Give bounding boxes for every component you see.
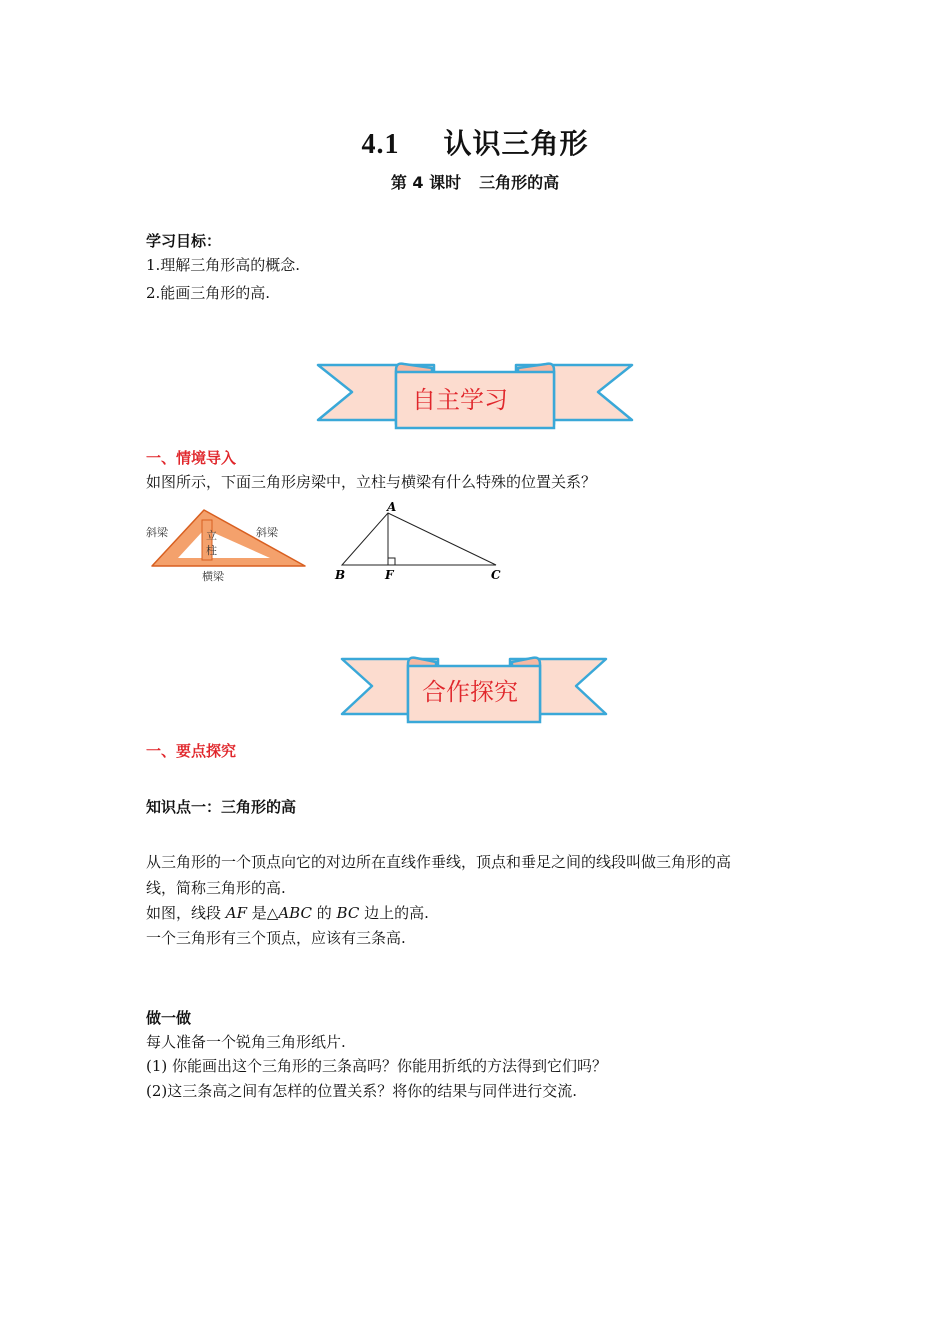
example-text: 的 bbox=[311, 904, 337, 922]
beam-label: 横梁 bbox=[202, 570, 224, 583]
activity-question: (1) 你能画出这个三角形的三条高吗？你能用折纸的方法得到它们吗？ bbox=[146, 1057, 608, 1075]
definition-line: 线，简称三角形的高. bbox=[146, 879, 286, 897]
objective-item: 2.能画三角形的高. bbox=[146, 284, 271, 302]
objectives-heading: 学习目标： bbox=[146, 232, 222, 250]
example-statement bbox=[146, 901, 429, 925]
triangle-abc: ABC bbox=[278, 904, 312, 922]
roof-truss-figure bbox=[140, 506, 315, 586]
section-number: 4.1 bbox=[361, 129, 400, 160]
banner-self-study bbox=[310, 360, 640, 432]
activity-heading: 做一做 bbox=[146, 1009, 192, 1027]
triangle-abc-figure bbox=[330, 498, 510, 586]
objective-item: 1.理解三角形高的概念. bbox=[146, 256, 301, 274]
rafter-label-right: 斜梁 bbox=[256, 526, 278, 539]
section-heading: 一、要点探究 bbox=[146, 742, 237, 760]
banner-label: 自主学习 bbox=[412, 386, 508, 414]
example-text: 边上的高. bbox=[359, 904, 429, 922]
rafter-label-left: 斜梁 bbox=[146, 526, 168, 539]
side-bc: BC bbox=[336, 904, 360, 922]
foot-label-f: F bbox=[385, 568, 394, 582]
example-text: 是△ bbox=[247, 904, 279, 922]
vertex-label-c: C bbox=[491, 568, 501, 582]
page-title bbox=[0, 122, 950, 162]
post-label-bottom: 柱 bbox=[206, 544, 217, 557]
lesson-subtitle bbox=[0, 170, 950, 193]
banner-cooperative-inquiry bbox=[334, 654, 614, 726]
three-heights-note: 一个三角形有三个顶点，应该有三条高. bbox=[146, 929, 406, 947]
segment-af: AF bbox=[225, 904, 248, 922]
activity-intro: 每人准备一个锐角三角形纸片. bbox=[146, 1033, 346, 1051]
vertex-label-b: B bbox=[335, 568, 346, 582]
post-label-top: 立 bbox=[206, 529, 217, 542]
definition-line: 从三角形的一个顶点向它的对边所在直线作垂线，顶点和垂足之间的线段叫做三角形的高 bbox=[146, 853, 732, 871]
section-heading: 一、情境导入 bbox=[146, 449, 237, 467]
lesson-number: 第 4 课时 bbox=[390, 173, 462, 192]
activity-question: (2)这三条高之间有怎样的位置关系？将你的结果与同伴进行交流. bbox=[146, 1082, 578, 1100]
lesson-title: 三角形的高 bbox=[479, 173, 560, 192]
banner-label: 合作探究 bbox=[422, 678, 518, 706]
intro-question: 如图所示，下面三角形房梁中，立柱与横梁有什么特殊的位置关系？ bbox=[146, 473, 597, 491]
knowledge-point-heading: 知识点一：三角形的高 bbox=[146, 798, 297, 816]
example-text: 如图，线段 bbox=[146, 904, 226, 922]
vertex-label-a: A bbox=[387, 500, 397, 514]
section-title: 认识三角形 bbox=[443, 127, 589, 160]
